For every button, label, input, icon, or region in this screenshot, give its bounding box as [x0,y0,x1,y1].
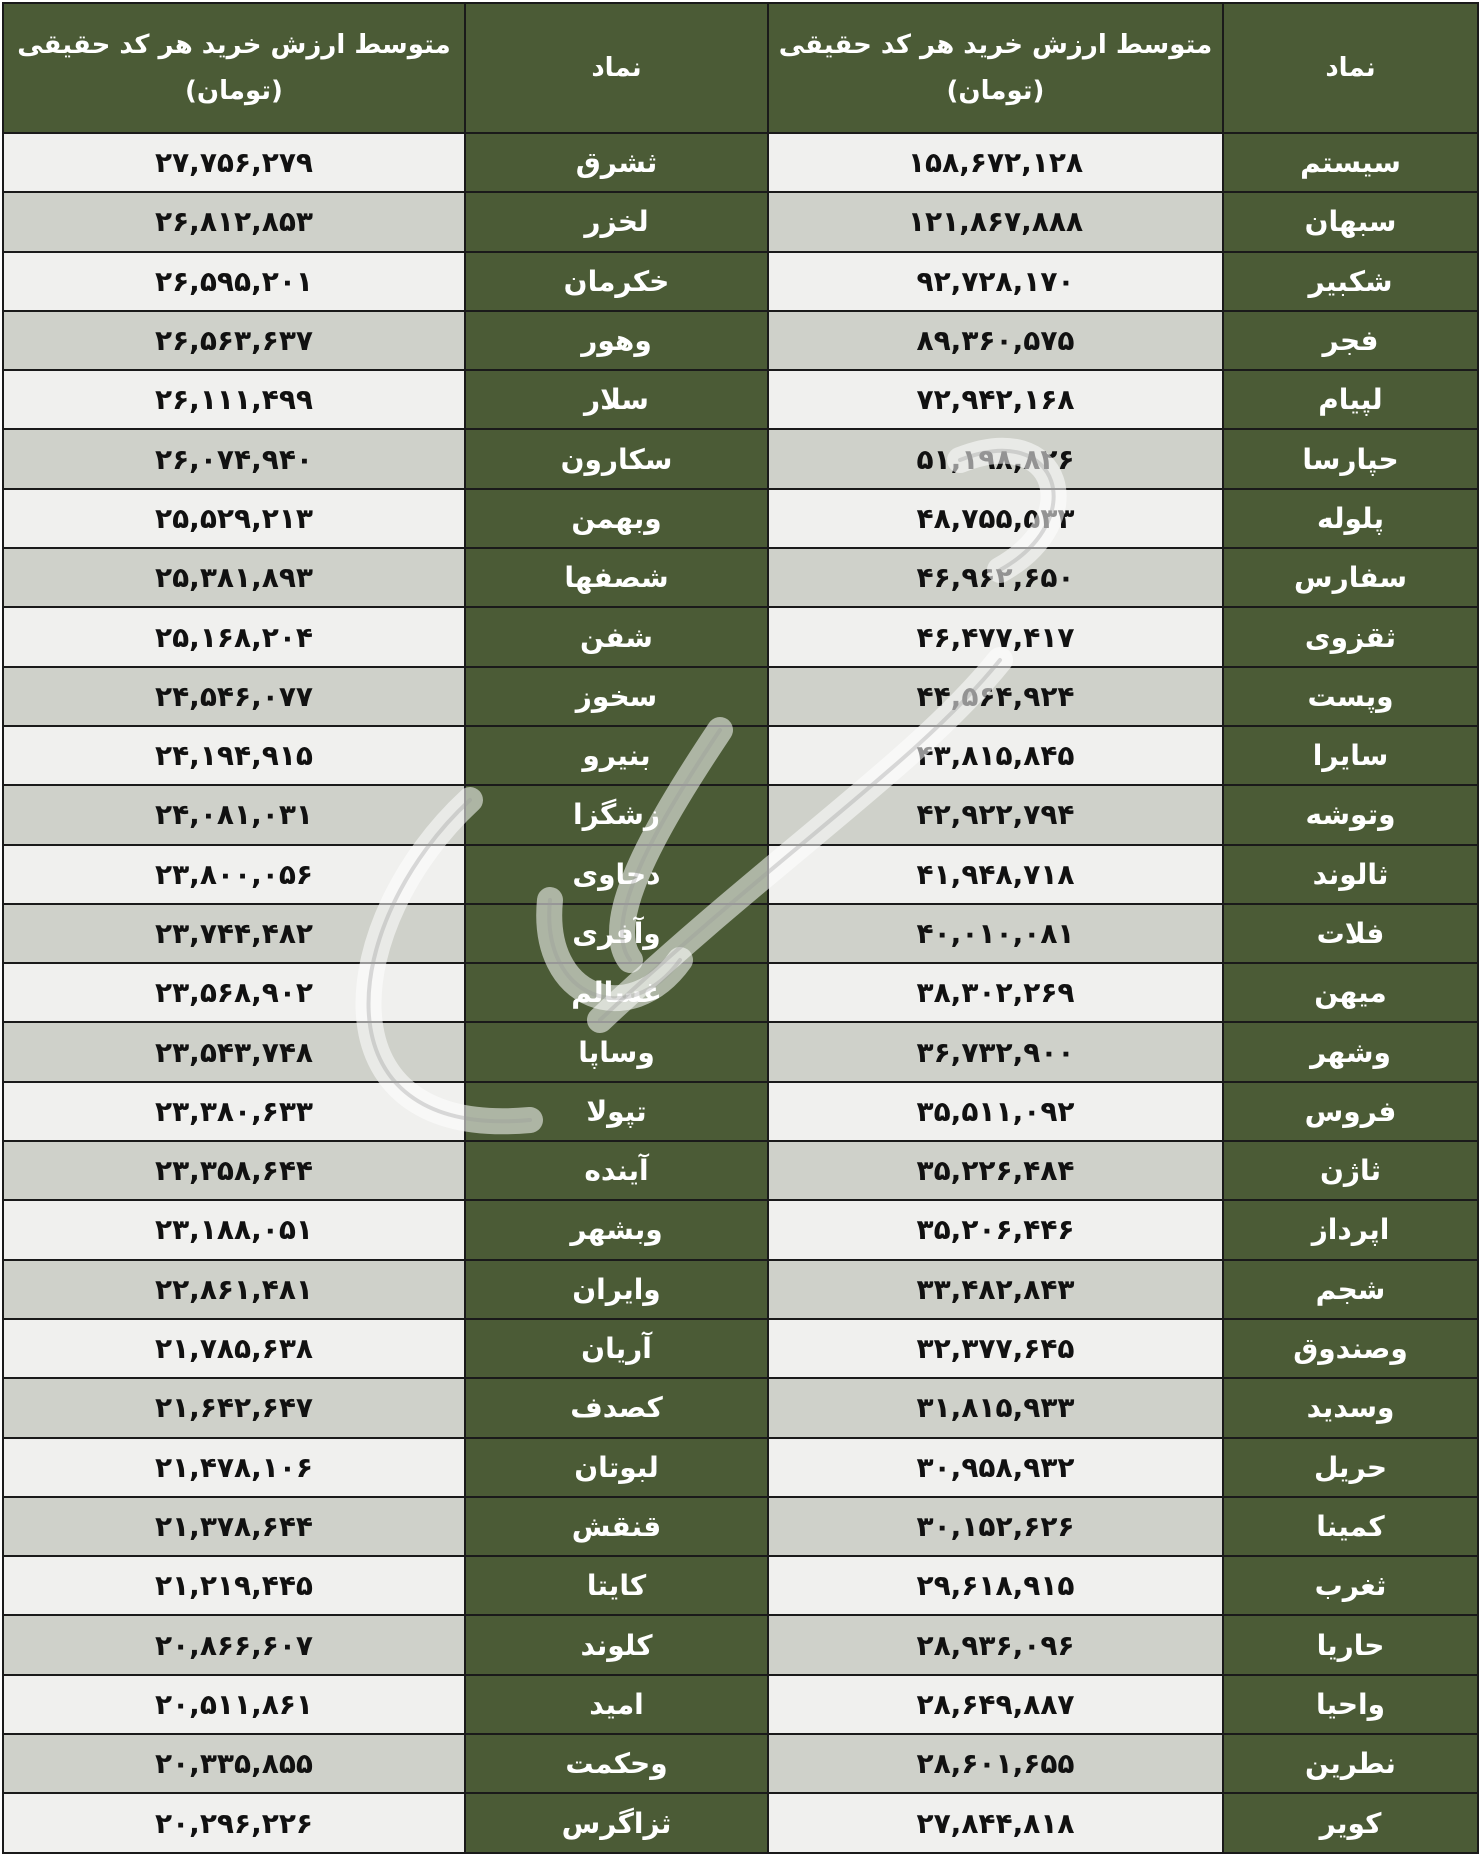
value-cell: ۲۹,۶۱۸,۹۱۵ [768,1556,1223,1615]
table-row [3,1615,1478,1674]
table-row [3,548,1478,607]
table-row [3,1141,1478,1200]
value-cell: ۲۱,۶۴۲,۶۴۷ [3,1378,465,1437]
value-cell: ۷۲,۹۴۲,۱۶۸ [768,370,1223,429]
value-header-2 [3,3,465,133]
symbol-cell: وسدید [1223,1378,1478,1437]
table-row [3,963,1478,1022]
table-row [3,1082,1478,1141]
value-cell: ۲۳,۳۸۰,۶۳۳ [3,1082,465,1141]
symbol-cell: لخزر [465,192,768,251]
table-row [3,429,1478,488]
symbol-cell: لبوتان [465,1438,768,1497]
symbol-cell: وپست [1223,667,1478,726]
table-row [3,1734,1478,1793]
value-cell: ۲۲,۸۶۱,۴۸۱ [3,1260,465,1319]
table-row [3,785,1478,844]
symbol-header-2: نماد [465,3,768,133]
value-cell: ۲۰,۸۶۶,۶۰۷ [3,1615,465,1674]
value-cell: ۳۱,۸۱۵,۹۳۳ [768,1378,1223,1437]
symbol-cell: ثالوند [1223,845,1478,904]
value-cell: ۲۰,۵۱۱,۸۶۱ [3,1675,465,1734]
value-cell: ۲۳,۵۶۸,۹۰۲ [3,963,465,1022]
value-cell: ۲۳,۷۴۴,۴۸۲ [3,904,465,963]
value-cell: ۴۶,۴۷۷,۴۱۷ [768,607,1223,666]
symbol-cell: فروس [1223,1082,1478,1141]
symbol-cell: وشهر [1223,1022,1478,1081]
value-cell: ۳۶,۷۳۲,۹۰۰ [768,1022,1223,1081]
value-cell: ۳۰,۱۵۲,۶۲۶ [768,1497,1223,1556]
symbol-cell: حریل [1223,1438,1478,1497]
symbol-cell: سایرا [1223,726,1478,785]
table-row [3,1438,1478,1497]
symbol-cell: وهور [465,311,768,370]
value-cell: ۳۰,۹۵۸,۹۳۲ [768,1438,1223,1497]
symbol-cell: بنیرو [465,726,768,785]
symbol-cell: خکرمان [465,252,768,311]
value-cell: ۲۴,۱۹۴,۹۱۵ [3,726,465,785]
symbol-cell: کمینا [1223,1497,1478,1556]
buy-value-table [2,2,1479,1854]
value-cell: ۲۷,۷۵۶,۲۷۹ [3,133,465,192]
value-cell: ۳۳,۴۸۲,۸۴۳ [768,1260,1223,1319]
value-cell: ۲۱,۳۷۸,۶۴۴ [3,1497,465,1556]
table-row [3,192,1478,251]
table-row [3,1319,1478,1378]
value-cell: ۲۴,۵۴۶,۰۷۷ [3,667,465,726]
symbol-cell: کایتا [465,1556,768,1615]
value-cell: ۳۲,۳۷۷,۶۴۵ [768,1319,1223,1378]
value-cell: ۲۳,۱۸۸,۰۵۱ [3,1200,465,1259]
value-cell: ۲۳,۳۵۸,۶۴۴ [3,1141,465,1200]
table-row [3,1200,1478,1259]
table-row [3,607,1478,666]
symbol-cell: سخوز [465,667,768,726]
value-cell: ۴۶,۹۶۲,۶۵۰ [768,548,1223,607]
table-row [3,1260,1478,1319]
table-row [3,1022,1478,1081]
symbol-cell: سفارس [1223,548,1478,607]
symbol-cell: ثزاگرس [465,1793,768,1853]
symbol-cell: سبهان [1223,192,1478,251]
value-header-1 [768,3,1223,133]
value-header-title: متوسط ارزش خرید هر کد حقیقی [778,30,1213,60]
value-cell: ۴۴,۵۶۴,۹۲۴ [768,667,1223,726]
value-cell: ۲۵,۵۲۹,۲۱۳ [3,489,465,548]
table-row [3,1793,1478,1853]
value-cell: ۲۳,۸۰۰,۰۵۶ [3,845,465,904]
symbol-header-1: نماد [1223,3,1478,133]
table-row [3,904,1478,963]
symbol-cell: کلوند [465,1615,768,1674]
table-row [3,726,1478,785]
symbol-cell: آریان [465,1319,768,1378]
table-row [3,1556,1478,1615]
symbol-cell: وصندوق [1223,1319,1478,1378]
symbol-cell: دحاوی [465,845,768,904]
symbol-cell: کویر [1223,1793,1478,1853]
symbol-cell: شصفها [465,548,768,607]
value-cell: ۲۰,۲۹۶,۲۲۶ [3,1793,465,1853]
table-header-row [3,3,1478,133]
symbol-cell: لپیام [1223,370,1478,429]
symbol-cell: کصدف [465,1378,768,1437]
symbol-cell: وآفری [465,904,768,963]
value-cell: ۴۰,۰۱۰,۰۸۱ [768,904,1223,963]
value-cell: ۳۵,۲۲۶,۴۸۴ [768,1141,1223,1200]
symbol-cell: وساپا [465,1022,768,1081]
value-cell: ۲۵,۳۸۱,۸۹۳ [3,548,465,607]
value-cell: ۱۲۱,۸۶۷,۸۸۸ [768,192,1223,251]
symbol-cell: غسالم [465,963,768,1022]
symbol-cell: حاریا [1223,1615,1478,1674]
symbol-cell: میهن [1223,963,1478,1022]
value-header-unit: (تومان) [185,76,283,106]
symbol-cell: شکبیر [1223,252,1478,311]
value-cell: ۲۸,۶۴۹,۸۸۷ [768,1675,1223,1734]
symbol-cell: ثشرق [465,133,768,192]
symbol-cell: وحکمت [465,1734,768,1793]
symbol-cell: امید [465,1675,768,1734]
symbol-cell: سلار [465,370,768,429]
symbol-cell: وتوشه [1223,785,1478,844]
value-cell: ۱۵۸,۶۷۲,۱۲۸ [768,133,1223,192]
value-cell: ۲۰,۳۳۵,۸۵۵ [3,1734,465,1793]
value-cell: ۲۸,۹۳۶,۰۹۶ [768,1615,1223,1674]
table-row [3,252,1478,311]
symbol-cell: آینده [465,1141,768,1200]
value-cell: ۹۲,۷۲۸,۱۷۰ [768,252,1223,311]
value-cell: ۳۵,۵۱۱,۰۹۲ [768,1082,1223,1141]
value-cell: ۴۸,۷۵۵,۵۳۳ [768,489,1223,548]
value-cell: ۲۶,۸۱۲,۸۵۳ [3,192,465,251]
value-header-title: متوسط ارزش خرید هر کد حقیقی [17,30,451,60]
symbol-cell: شجم [1223,1260,1478,1319]
symbol-cell: سیستم [1223,133,1478,192]
value-cell: ۲۱,۷۸۵,۶۳۸ [3,1319,465,1378]
symbol-cell: تپولا [465,1082,768,1141]
table-row [3,1497,1478,1556]
value-cell: ۲۱,۲۱۹,۴۴۵ [3,1556,465,1615]
table-row [3,1675,1478,1734]
value-cell: ۴۱,۹۴۸,۷۱۸ [768,845,1223,904]
symbol-cell: شفن [465,607,768,666]
table-row [3,133,1478,192]
table-row [3,845,1478,904]
table-row [3,667,1478,726]
value-cell: ۸۹,۳۶۰,۵۷۵ [768,311,1223,370]
symbol-cell: قنقش [465,1497,768,1556]
symbol-cell: ثغرب [1223,1556,1478,1615]
table-row [3,489,1478,548]
symbol-cell: اپرداز [1223,1200,1478,1259]
value-cell: ۵۱,۱۹۸,۸۲۶ [768,429,1223,488]
symbol-cell: واحیا [1223,1675,1478,1734]
value-cell: ۲۵,۱۶۸,۲۰۴ [3,607,465,666]
symbol-cell: فلات [1223,904,1478,963]
value-cell: ۴۳,۸۱۵,۸۴۵ [768,726,1223,785]
symbol-cell: پلوله [1223,489,1478,548]
table-row [3,1378,1478,1437]
table-body [3,133,1478,1853]
value-cell: ۲۶,۱۱۱,۴۹۹ [3,370,465,429]
table-row [3,311,1478,370]
symbol-cell: وبشهر [465,1200,768,1259]
value-cell: ۲۶,۵۶۳,۶۳۷ [3,311,465,370]
symbol-cell: فجر [1223,311,1478,370]
value-cell: ۲۶,۵۹۵,۲۰۱ [3,252,465,311]
symbol-cell: زشگزا [465,785,768,844]
value-header-unit: (تومان) [946,76,1045,106]
value-cell: ۴۲,۹۲۲,۷۹۴ [768,785,1223,844]
symbol-cell: ثاژن [1223,1141,1478,1200]
symbol-cell: ثقزوی [1223,607,1478,666]
value-cell: ۲۸,۶۰۱,۶۵۵ [768,1734,1223,1793]
value-cell: ۳۸,۳۰۲,۲۶۹ [768,963,1223,1022]
value-cell: ۲۱,۴۷۸,۱۰۶ [3,1438,465,1497]
symbol-cell: وبهمن [465,489,768,548]
symbol-cell: نطرین [1223,1734,1478,1793]
value-cell: ۲۷,۸۴۴,۸۱۸ [768,1793,1223,1853]
value-cell: ۳۵,۲۰۶,۴۴۶ [768,1200,1223,1259]
symbol-cell: وایران [465,1260,768,1319]
symbol-cell: سکارون [465,429,768,488]
table-row [3,370,1478,429]
value-cell: ۲۶,۰۷۴,۹۴۰ [3,429,465,488]
value-cell: ۲۴,۰۸۱,۰۳۱ [3,785,465,844]
value-cell: ۲۳,۵۴۳,۷۴۸ [3,1022,465,1081]
symbol-cell: حپارسا [1223,429,1478,488]
